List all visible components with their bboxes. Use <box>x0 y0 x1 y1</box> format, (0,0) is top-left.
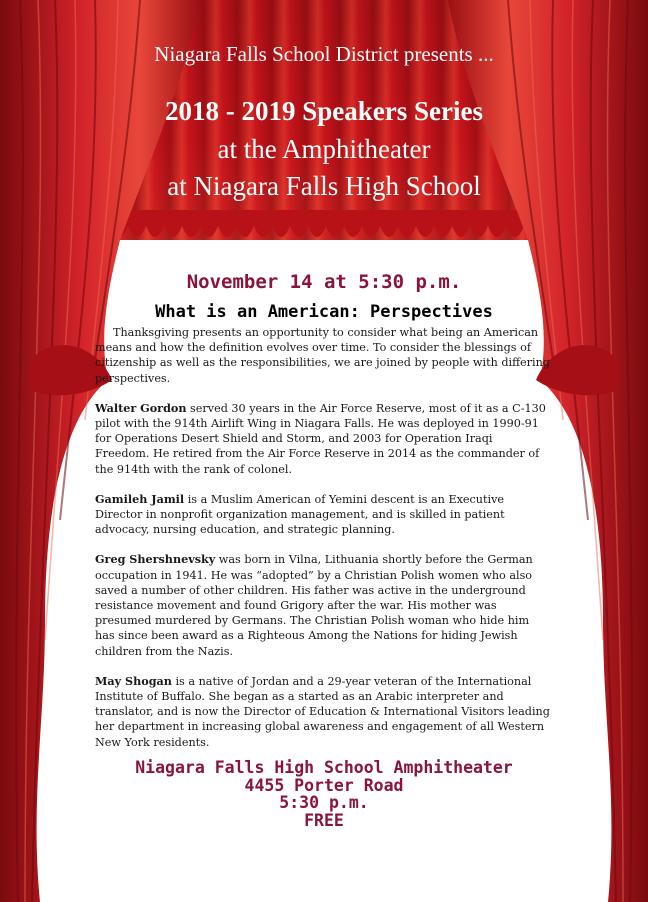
event-date: November 14 at 5:30 p.m. <box>186 271 462 293</box>
speaker-bio-text: is a native of Jordan and a 29-year veteran of the International Institute of Buffalo. She began as a started as an Arabic interpreter and translator, and is now the Director of Education & International Visitors leading her department in increasing global awareness and engagement of all Western New York residents. <box>95 674 550 749</box>
event-footer <box>0 759 648 829</box>
intro-paragraph: Thanksgiving presents an opportunity to consider what being an American means and how the definition evolves over time. To consider the blessings of citizenship as well as the responsibilities, we are joined by people with differing perspectives. <box>95 326 550 385</box>
admission-price: FREE <box>304 810 344 830</box>
speaker-bio <box>95 401 550 477</box>
speaker-name: Gamileh Jamil <box>95 491 185 506</box>
event-title: What is an American: Perspectives <box>155 302 493 322</box>
speaker-bio <box>95 674 550 750</box>
speaker-name: Greg Shershnevsky <box>95 552 216 567</box>
event-description <box>95 325 550 765</box>
speaker-bio <box>95 552 550 658</box>
presenter-line: Niagara Falls School District presents ... <box>154 42 494 66</box>
speaker-bio-text: was born in Vilna, Lithuania shortly before the German occupation in 1941. He was “adopted” by a Christian Polish women who also saved a number of other children. His father was active in the underground resistance movement and found Grigory after the war. His mother was presumed murdered by Germans. The Christian Polish woman who hide him has since been award as a Righteous Among the Nations for hiding Jewish children from the Nazis. <box>95 553 533 658</box>
speaker-bio-text: is a Muslim American of Yemini descent is an Executive Director in nonprofit organization management, and is skilled in patient advocacy, nursing education, and strategic planning. <box>95 492 505 537</box>
venue-name: Niagara Falls High School Amphitheater <box>135 758 513 777</box>
speaker-bio-text: served 30 years in the Air Force Reserve, most of it as a C-130 pilot with the 914th Airlift Wing in Niagara Falls. He was deployed in 1990-91 for Operations Desert Shield and Storm, and 2003 for Operation Iraqi Freedom. He retired from the Air Force Reserve in 2014 as the commander of the 914th with the rank of colonel. <box>95 401 546 476</box>
speaker-bio <box>95 492 550 538</box>
series-title: 2018 - 2019 Speakers Series <box>165 96 483 126</box>
series-school-line: at Niagara Falls High School <box>167 171 481 201</box>
speaker-name: Walter Gordon <box>95 400 187 415</box>
series-venue-line: at the Amphitheater <box>217 134 431 164</box>
event-time: 5:30 p.m. <box>279 793 369 812</box>
venue-address: 4455 Porter Road <box>244 775 404 795</box>
speaker-name: May Shogan <box>95 673 172 688</box>
